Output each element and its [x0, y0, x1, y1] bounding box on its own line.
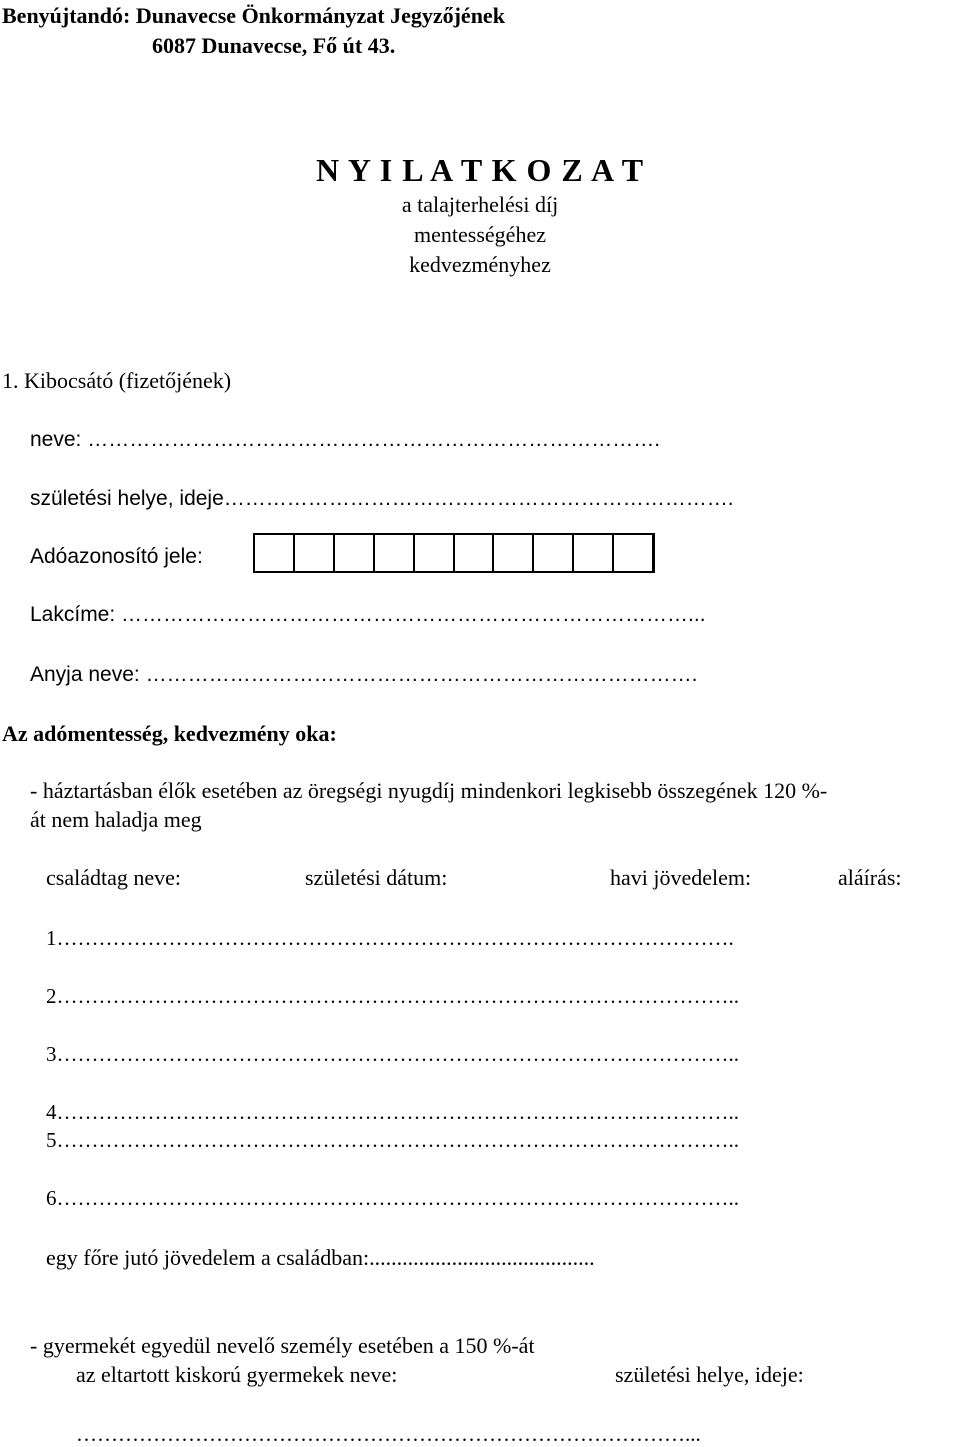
family-row-6[interactable]: 6…………………………………………………………………………………….. — [46, 1186, 739, 1210]
mother-name-field[interactable]: Anyja neve: ……………………………………………………………………. — [30, 663, 698, 686]
tax-id-digit-box[interactable] — [534, 535, 574, 571]
single-parent-line: - gyermekét egyedül nevelő személy esetében a 150 %-át — [30, 1333, 535, 1358]
section-heading-kibocsato: 1. Kibocsátó (fizetőjének) — [2, 368, 232, 393]
tax-id-digit-box[interactable] — [455, 535, 495, 571]
family-row-3[interactable]: 3…………………………………………………………………………………….. — [46, 1042, 739, 1066]
tax-id-digit-box[interactable] — [255, 535, 295, 571]
tax-id-digit-box[interactable] — [614, 535, 654, 571]
family-row-5[interactable]: 5…………………………………………………………………………………….. — [46, 1128, 739, 1152]
column-monthly-income: havi jövedelem: — [610, 865, 752, 890]
column-children-birth: születési helye, ideje: — [615, 1362, 804, 1387]
tax-id-digit-box[interactable] — [335, 535, 375, 571]
birth-place-date-field[interactable]: születési helye, ideje………………………………………………………………. — [30, 487, 734, 510]
family-row-4[interactable]: 4…………………………………………………………………………………….. — [46, 1100, 739, 1124]
column-signature: aláírás: — [838, 865, 902, 890]
document-title: N Y I L A T K O Z A T — [315, 152, 645, 188]
tax-id-label: Adóazonosító jele: — [30, 545, 203, 568]
tax-id-digit-box[interactable] — [494, 535, 534, 571]
family-row-1[interactable]: 1……………………………………………………………………………………. — [46, 926, 734, 950]
family-row-2[interactable]: 2…………………………………………………………………………………….. — [46, 984, 739, 1008]
per-capita-income-field[interactable]: egy főre jutó jövedelem a családban:......................................... — [46, 1245, 595, 1270]
column-children-names: az eltartott kiskorú gyermekek neve: — [76, 1362, 398, 1387]
name-field[interactable]: neve: ………………………………………………………………………. — [30, 428, 661, 451]
reason-paragraph-line-2: át nem haladja meg — [30, 807, 202, 832]
title-subtitle-2: mentességéhez — [414, 222, 546, 247]
tax-id-digit-box[interactable] — [375, 535, 415, 571]
tax-id-boxes[interactable] — [253, 533, 655, 573]
tax-id-digit-box[interactable] — [415, 535, 455, 571]
tax-id-digit-box[interactable] — [574, 535, 614, 571]
children-row-1[interactable]: ……………………………………………………………………………... — [76, 1422, 701, 1446]
column-birth-date: születési dátum: — [305, 865, 448, 890]
column-family-member-name: családtag neve: — [46, 865, 181, 890]
title-subtitle-3: kedvezményhez — [409, 252, 551, 277]
tax-id-digit-box[interactable] — [295, 535, 335, 571]
recipient-address: 6087 Dunavecse, Fő út 43. — [152, 33, 396, 58]
recipient-line: Benyújtandó: Dunavecse Önkormányzat Jegyzőjének — [2, 3, 505, 28]
reason-paragraph-line-1: - háztartásban élők esetében az öregségi nyugdíj mindenkori legkisebb összegének 120 %- — [30, 778, 828, 803]
reason-heading: Az adómentesség, kedvezmény oka: — [2, 721, 337, 746]
address-field[interactable]: Lakcíme: ………………………………………………………………………... — [30, 603, 706, 626]
title-subtitle-1: a talajterhelési díj — [401, 192, 559, 217]
